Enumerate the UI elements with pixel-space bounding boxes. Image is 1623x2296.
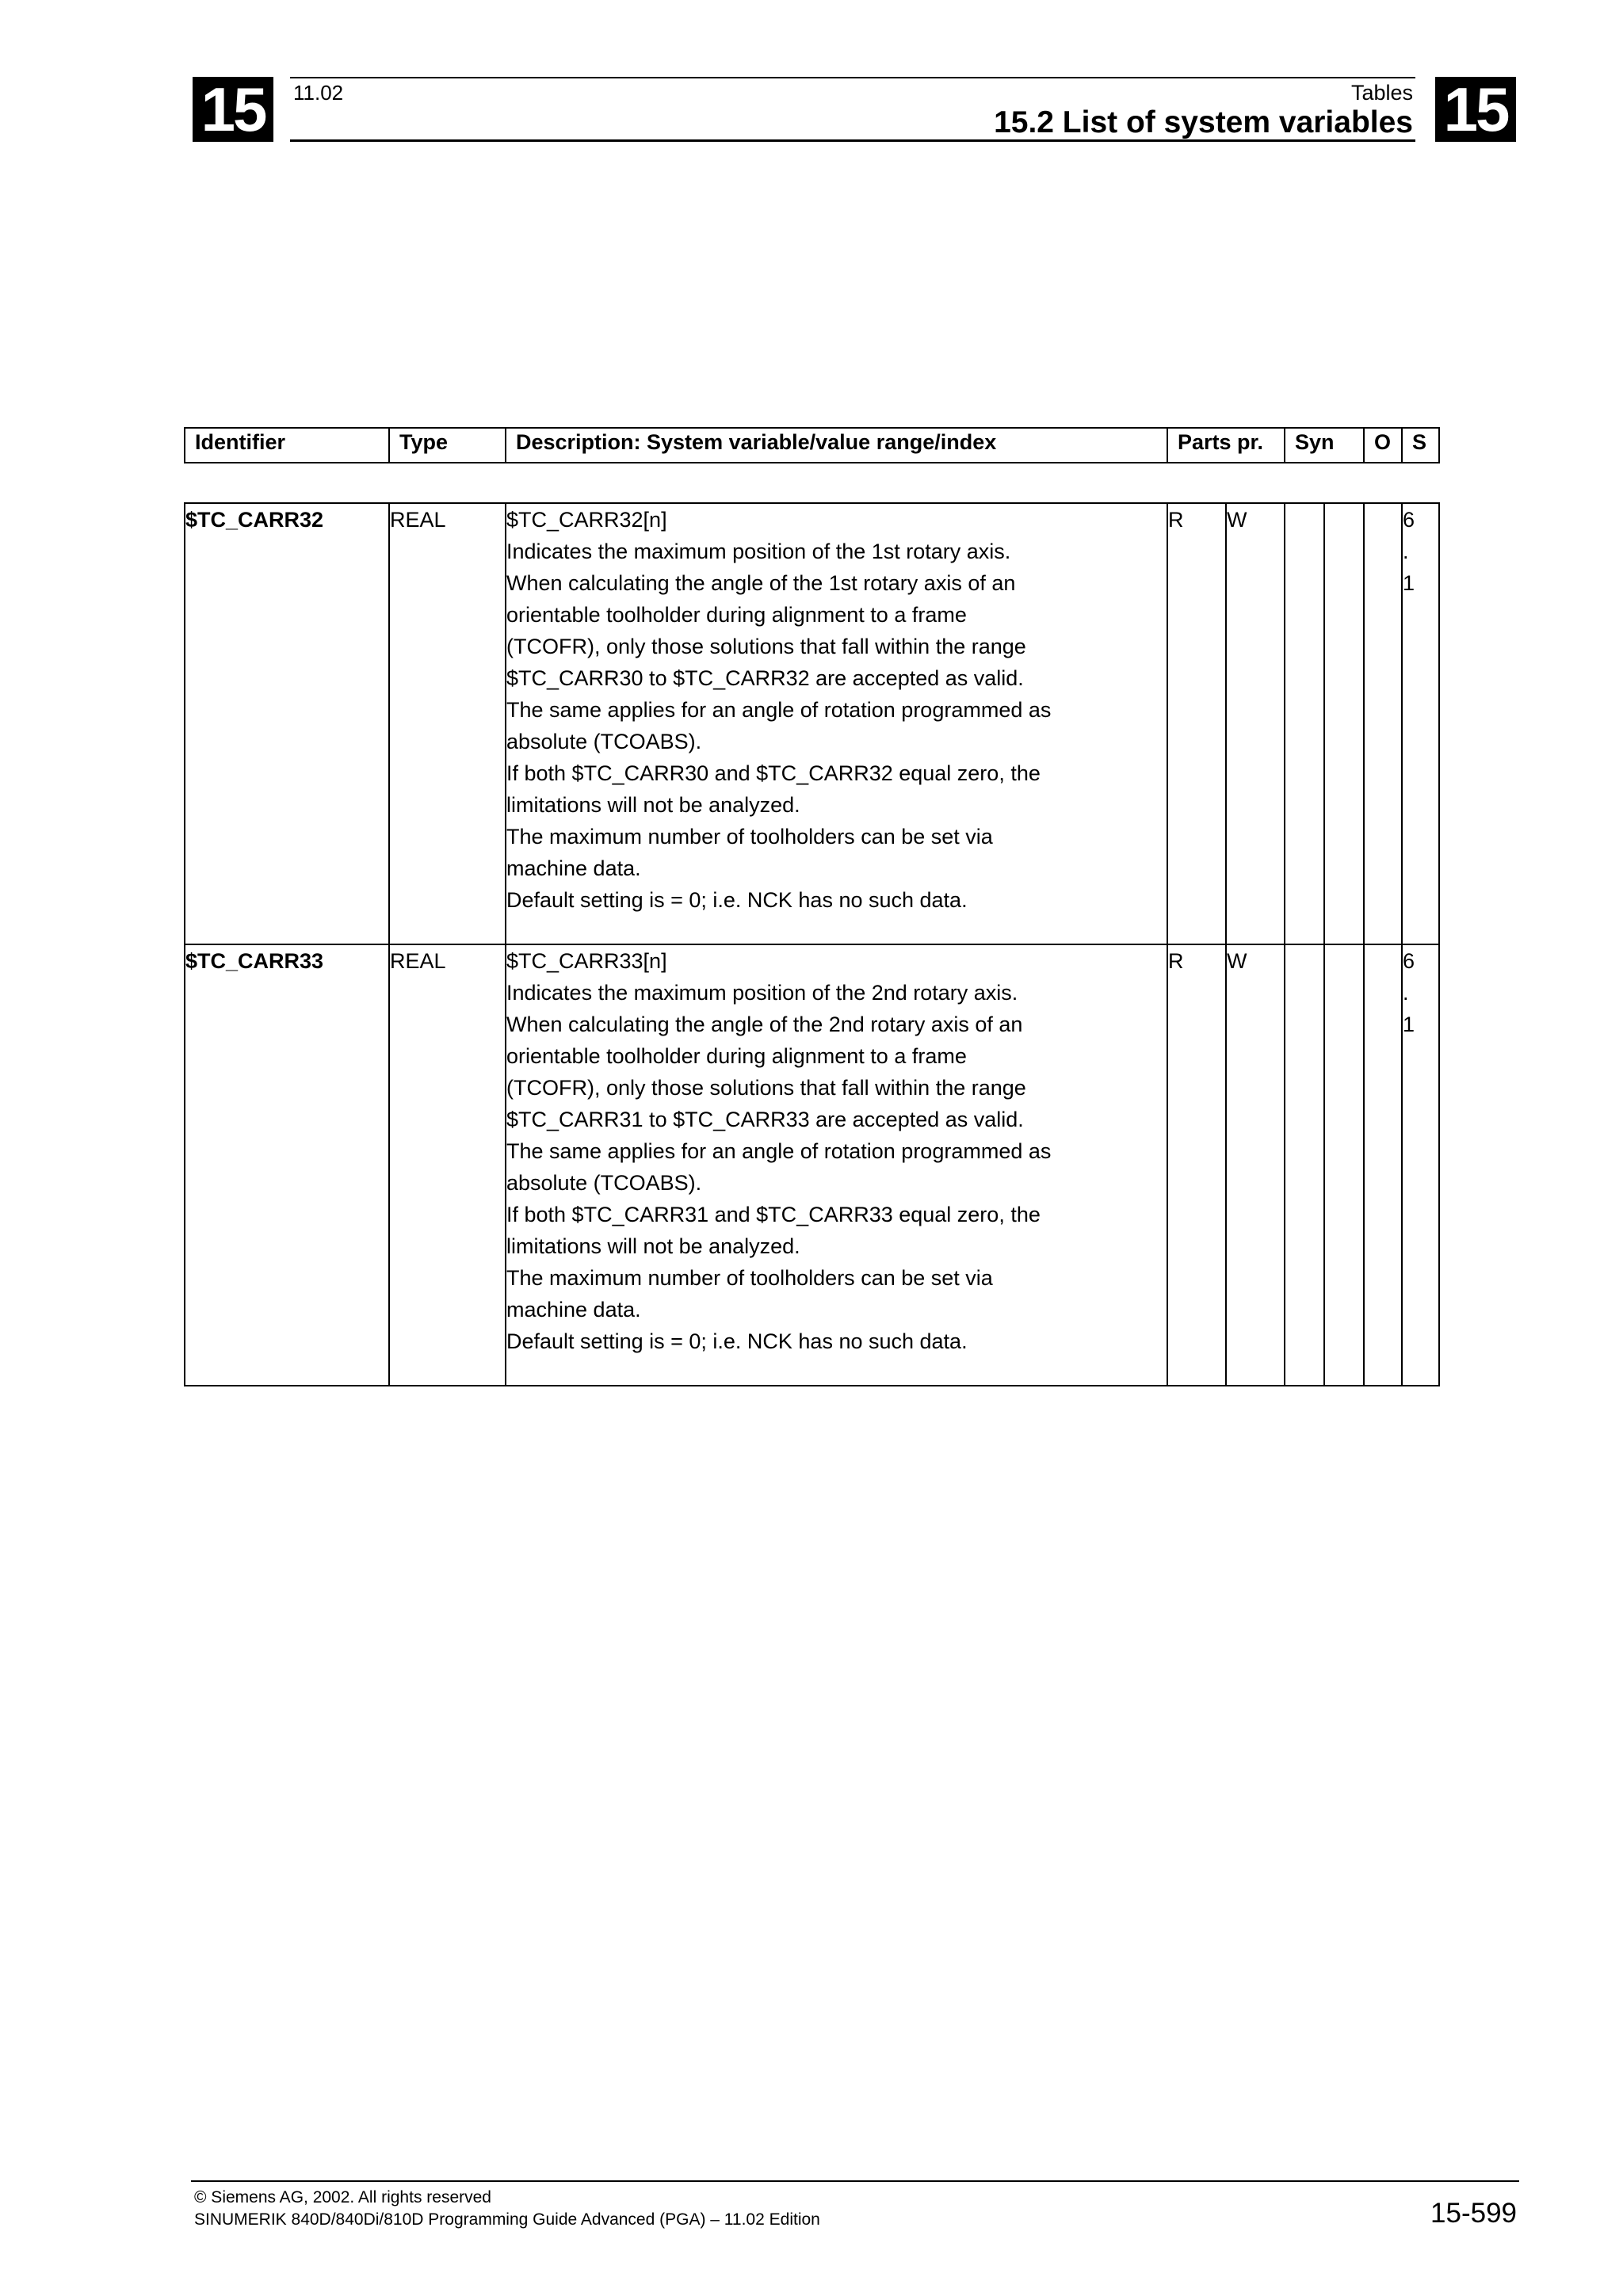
description-line: limitations will not be analyzed. <box>506 793 800 817</box>
description-line: (TCOFR), only those solutions that fall within the range <box>506 635 1026 658</box>
s-char: . <box>1403 981 1409 1005</box>
parts-write-text: W <box>1227 508 1247 532</box>
syn-cell-1 <box>1285 944 1324 1386</box>
type-text: REAL <box>390 949 446 973</box>
s-char: 6 <box>1403 949 1415 973</box>
header-bottom-rule <box>290 139 1415 142</box>
type-text: REAL <box>390 508 446 532</box>
syn-cell-2 <box>1324 503 1364 944</box>
column-header-description: Description: System variable/value range/index <box>506 428 1167 463</box>
footer-document-title: SINUMERIK 840D/840Di/810D Programming Guide Advanced (PGA) – 11.02 Edition <box>194 2210 820 2229</box>
type-cell <box>389 503 506 944</box>
parts-write-text: W <box>1227 949 1247 973</box>
description-line: absolute (TCOABS). <box>506 730 702 753</box>
description-line: When calculating the angle of the 2nd rotary axis of an <box>506 1013 1023 1036</box>
s-char: 1 <box>1403 571 1415 595</box>
column-header-table <box>184 427 1440 463</box>
parts-read-cell <box>1167 944 1226 1386</box>
identifier-cell <box>185 944 389 1386</box>
description-line: (TCOFR), only those solutions that fall within the range <box>506 1076 1026 1100</box>
column-header-type: Type <box>389 428 506 463</box>
description-cell <box>506 503 1167 944</box>
o-cell <box>1364 944 1402 1386</box>
identifier-text: $TC_CARR33 <box>185 949 324 973</box>
description-line: If both $TC_CARR31 and $TC_CARR33 equal zero, the <box>506 1203 1041 1226</box>
parts-read-text: R <box>1168 949 1184 973</box>
description-line: The same applies for an angle of rotation programmed as <box>506 698 1052 722</box>
s-cell <box>1402 944 1439 1386</box>
type-cell <box>389 944 506 1386</box>
description-line: The maximum number of toolholders can be set via <box>506 825 993 849</box>
parts-write-cell <box>1226 503 1285 944</box>
description-line: absolute (TCOABS). <box>506 1171 702 1195</box>
syn-cell-1 <box>1285 503 1324 944</box>
description-line: When calculating the angle of the 1st rotary axis of an <box>506 571 1016 595</box>
description-line: Indicates the maximum position of the 1st rotary axis. <box>506 540 1011 563</box>
column-header-row <box>185 428 1439 463</box>
column-header-identifier: Identifier <box>185 428 389 463</box>
s-cell <box>1402 503 1439 944</box>
header-date: 11.02 <box>293 81 344 105</box>
description-line: $TC_CARR32[n] <box>506 508 667 532</box>
description-line: Default setting is = 0; i.e. NCK has no such data. <box>506 1329 968 1353</box>
description-line: Indicates the maximum position of the 2nd rotary axis. <box>506 981 1018 1005</box>
chapter-number-badge-left: 15 <box>193 77 273 142</box>
chapter-number-badge-right: 15 <box>1435 77 1516 142</box>
system-variables-table <box>184 502 1440 1386</box>
description-cell <box>506 944 1167 1386</box>
parts-read-text: R <box>1168 508 1184 532</box>
page-number: 15-599 <box>1430 2198 1517 2229</box>
table-row <box>185 503 1439 944</box>
description-line: orientable toolholder during alignment to a frame <box>506 1044 967 1068</box>
description-line: limitations will not be analyzed. <box>506 1234 800 1258</box>
header-top-rule <box>290 77 1415 78</box>
page-title: 15.2 List of system variables <box>994 105 1413 139</box>
description-line: machine data. <box>506 1298 641 1322</box>
description-line: orientable toolholder during alignment to a frame <box>506 603 967 627</box>
table-row <box>185 944 1439 1386</box>
o-cell <box>1364 503 1402 944</box>
parts-write-cell <box>1226 944 1285 1386</box>
s-char: 1 <box>1403 1013 1415 1036</box>
identifier-text: $TC_CARR32 <box>185 508 324 532</box>
footer-copyright: © Siemens AG, 2002. All rights reserved <box>194 2188 491 2206</box>
parts-read-cell <box>1167 503 1226 944</box>
column-header-parts-pr: Parts pr. <box>1167 428 1285 463</box>
description-line: The maximum number of toolholders can be set via <box>506 1266 993 1290</box>
description-line: $TC_CARR31 to $TC_CARR33 are accepted as valid. <box>506 1108 1024 1131</box>
column-header-s: S <box>1402 428 1439 463</box>
syn-cell-2 <box>1324 944 1364 1386</box>
header-section: Tables <box>1350 81 1413 105</box>
s-char: . <box>1403 540 1409 563</box>
description-line: machine data. <box>506 856 641 880</box>
description-line: $TC_CARR30 to $TC_CARR32 are accepted as valid. <box>506 666 1024 690</box>
identifier-cell <box>185 503 389 944</box>
description-line: $TC_CARR33[n] <box>506 949 667 973</box>
s-char: 6 <box>1403 508 1415 532</box>
column-header-o: O <box>1364 428 1402 463</box>
description-line: The same applies for an angle of rotation programmed as <box>506 1139 1052 1163</box>
footer-rule <box>191 2180 1519 2182</box>
column-header-syn: Syn <box>1285 428 1364 463</box>
description-line: If both $TC_CARR30 and $TC_CARR32 equal zero, the <box>506 761 1041 785</box>
description-line: Default setting is = 0; i.e. NCK has no such data. <box>506 888 968 912</box>
